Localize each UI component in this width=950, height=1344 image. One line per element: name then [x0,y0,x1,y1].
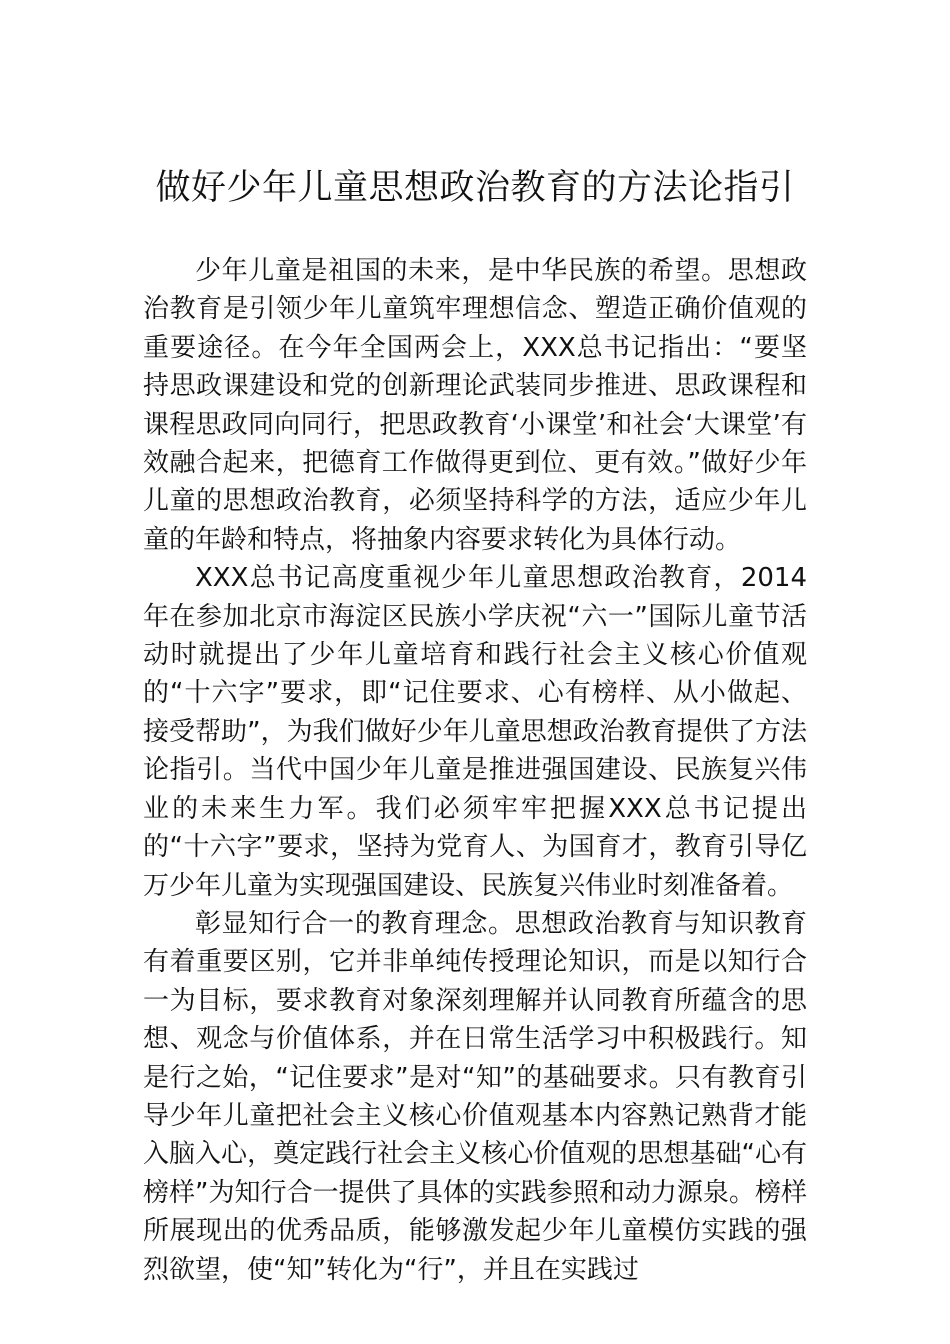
paragraph: 少年儿童是祖国的未来，是中华民族的希望。思想政治教育是引领少年儿童筑牢理想信念、塑造正确价值观的重要途径。在今年全国两会上，XXX总书记指出：“要坚持思政课建设和党的创新理论武装同步推进、思政课程和课程思政同向同行，把思政教育‘小课堂’和社会‘大课堂’有效融合起来，把德育工作做得更到位、更有效。”做好少年儿童的思想政治教育，必须坚持科学的方法，适应少年儿童的年龄和特点，将抽象内容要求转化为具体行动。 [143,256,807,555]
paragraph: XXX总书记高度重视少年儿童思想政治教育，2014年在参加北京市海淀区民族小学庆祝“六一”国际儿童节活动时就提出了少年儿童培育和践行社会主义核心价值观的“十六字”要求，即“记住要求、心有榜样、从小做起、接受帮助”，为我们做好少年儿童思想政治教育提供了方法论指引。当代中国少年儿童是推进强国建设、民族复兴伟业的未来生力军。我们必须牢牢把握XXX总书记提出的“十六字”要求，坚持为党育人、为国育才，教育引导亿万少年儿童为实现强国建设、民族复兴伟业时刻准备着。 [143,563,807,901]
document-body [143,252,807,1289]
document-title: 做好少年儿童思想政治教育的方法论指引 [155,168,795,208]
paragraph: 彰显知行合一的教育理念。思想政治教育与知识教育有着重要区别，它并非单纯传授理论知识，而是以知行合一为目标，要求教育对象深刻理解并认同教育所蕴含的思想、观念与价值体系，并在日常生活学习中积极践行。知是行之始，“记住要求”是对“知”的基础要求。只有教育引导少年儿童把社会主义核心价值观基本内容熟记熟背才能入脑入心，奠定践行社会主义核心价值观的思想基础“心有榜样”为知行合一提供了具体的实践参照和动力源泉。榜样所展现出的优秀品质，能够激发起少年儿童模仿实践的强烈欲望，使“知”转化为“行”，并且在实践过 [143,908,807,1285]
